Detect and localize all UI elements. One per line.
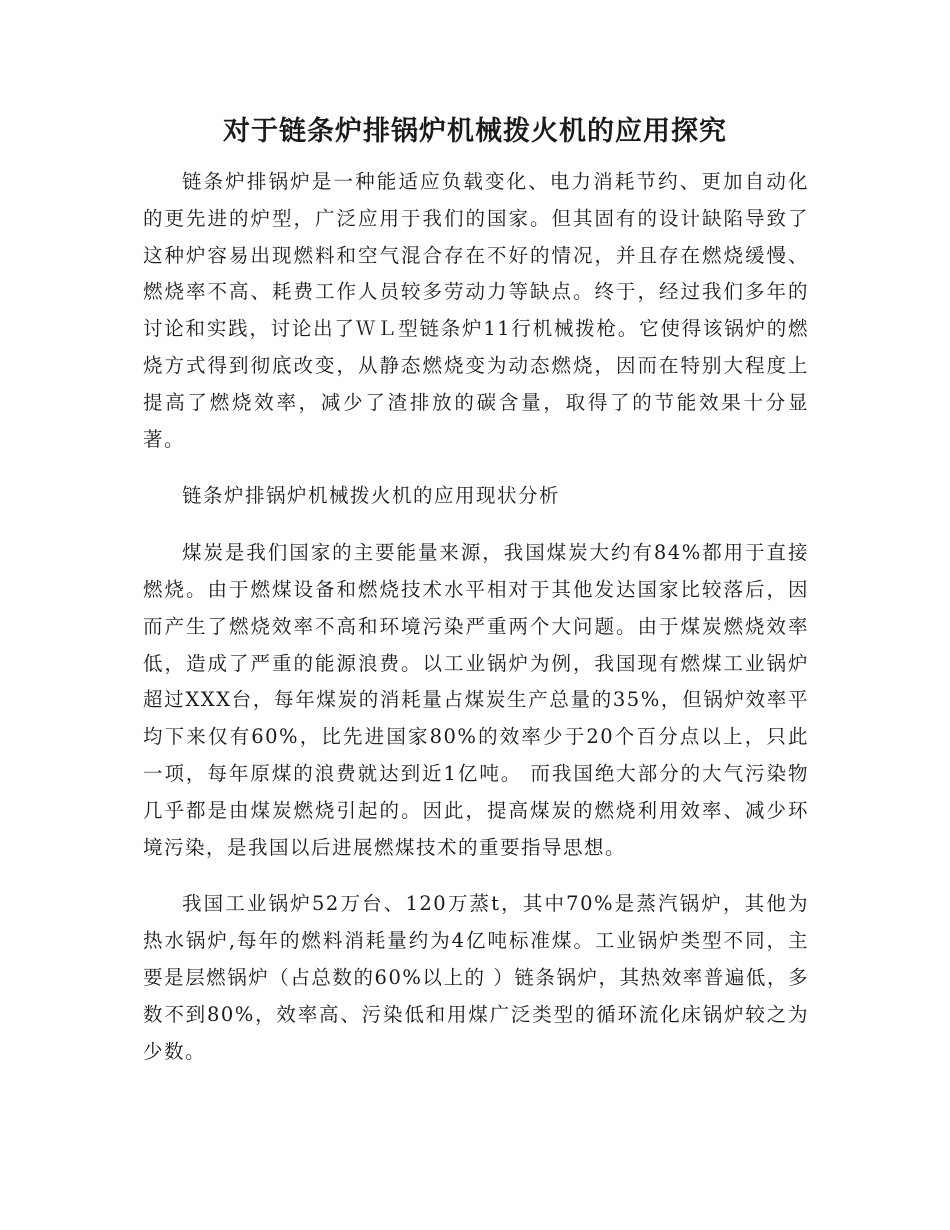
industrial-boiler-paragraph: 我国工业锅炉52万台、120万蒸t，其中70%是蒸汽锅炉，其他为热水锅炉,每年的燃料消耗量约为4亿吨标准煤。工业锅炉类型不同，主要是层燃锅炉（占总数的60%以上的 ）链条锅炉，其热效率普遍低，多数不到80%，效率高、污染低和用煤广泛类型的循环流化床锅炉较之为少数。 xyxy=(143,892,809,1063)
intro-paragraph: 链条炉排锅炉是一种能适应负载变化、电力消耗节约、更加自动化的更先进的炉型，广泛应用于我们的国家。但其固有的设计缺陷导致了这种炉容易出现燃料和空气混合存在不好的情况，并且存在燃烧缓慢、燃烧率不高、耗费工作人员较多劳动力等缺点。终于，经过我们多年的讨论和实践，讨论出了ＷＬ型链条炉11行机械拨枪。它使得该锅炉的燃烧方式得到彻底改变，从静态燃烧变为动态燃烧，因而在特别大程度上提高了燃烧效率，减少了渣排放的碳含量，取得了的节能效果十分显著。 xyxy=(143,170,809,451)
document-body xyxy=(143,164,809,1070)
coal-usage-paragraph: 煤炭是我们国家的主要能量来源，我国煤炭大约有84%都用于直接燃烧。由于燃煤设备和燃烧技术水平相对于其他发达国家比较落后，因而产生了燃烧效率不高和环境污染严重两个大问题。由于煤炭燃烧效率低，造成了严重的能源浪费。以工业锅炉为例，我国现有燃煤工业锅炉超过XXX台，每年煤炭的消耗量占煤炭生产总量的35%，但锅炉效率平均下来仅有60%，比先进国家80%的效率少于20个百分点以上，只此一项，每年原煤的浪费就达到近1亿吨。 而我国绝大部分的大气污染物几乎都是由煤炭燃烧引起的。因此，提高煤炭的燃烧利用效率、减少环境污染，是我国以后进展燃煤技术的重要指导思想。 xyxy=(143,541,809,859)
document-title: 对于链条炉排锅炉机械拨火机的应用探究 xyxy=(223,116,727,147)
section-heading: 链条炉排锅炉机械拨火机的应用现状分析 xyxy=(182,484,561,508)
